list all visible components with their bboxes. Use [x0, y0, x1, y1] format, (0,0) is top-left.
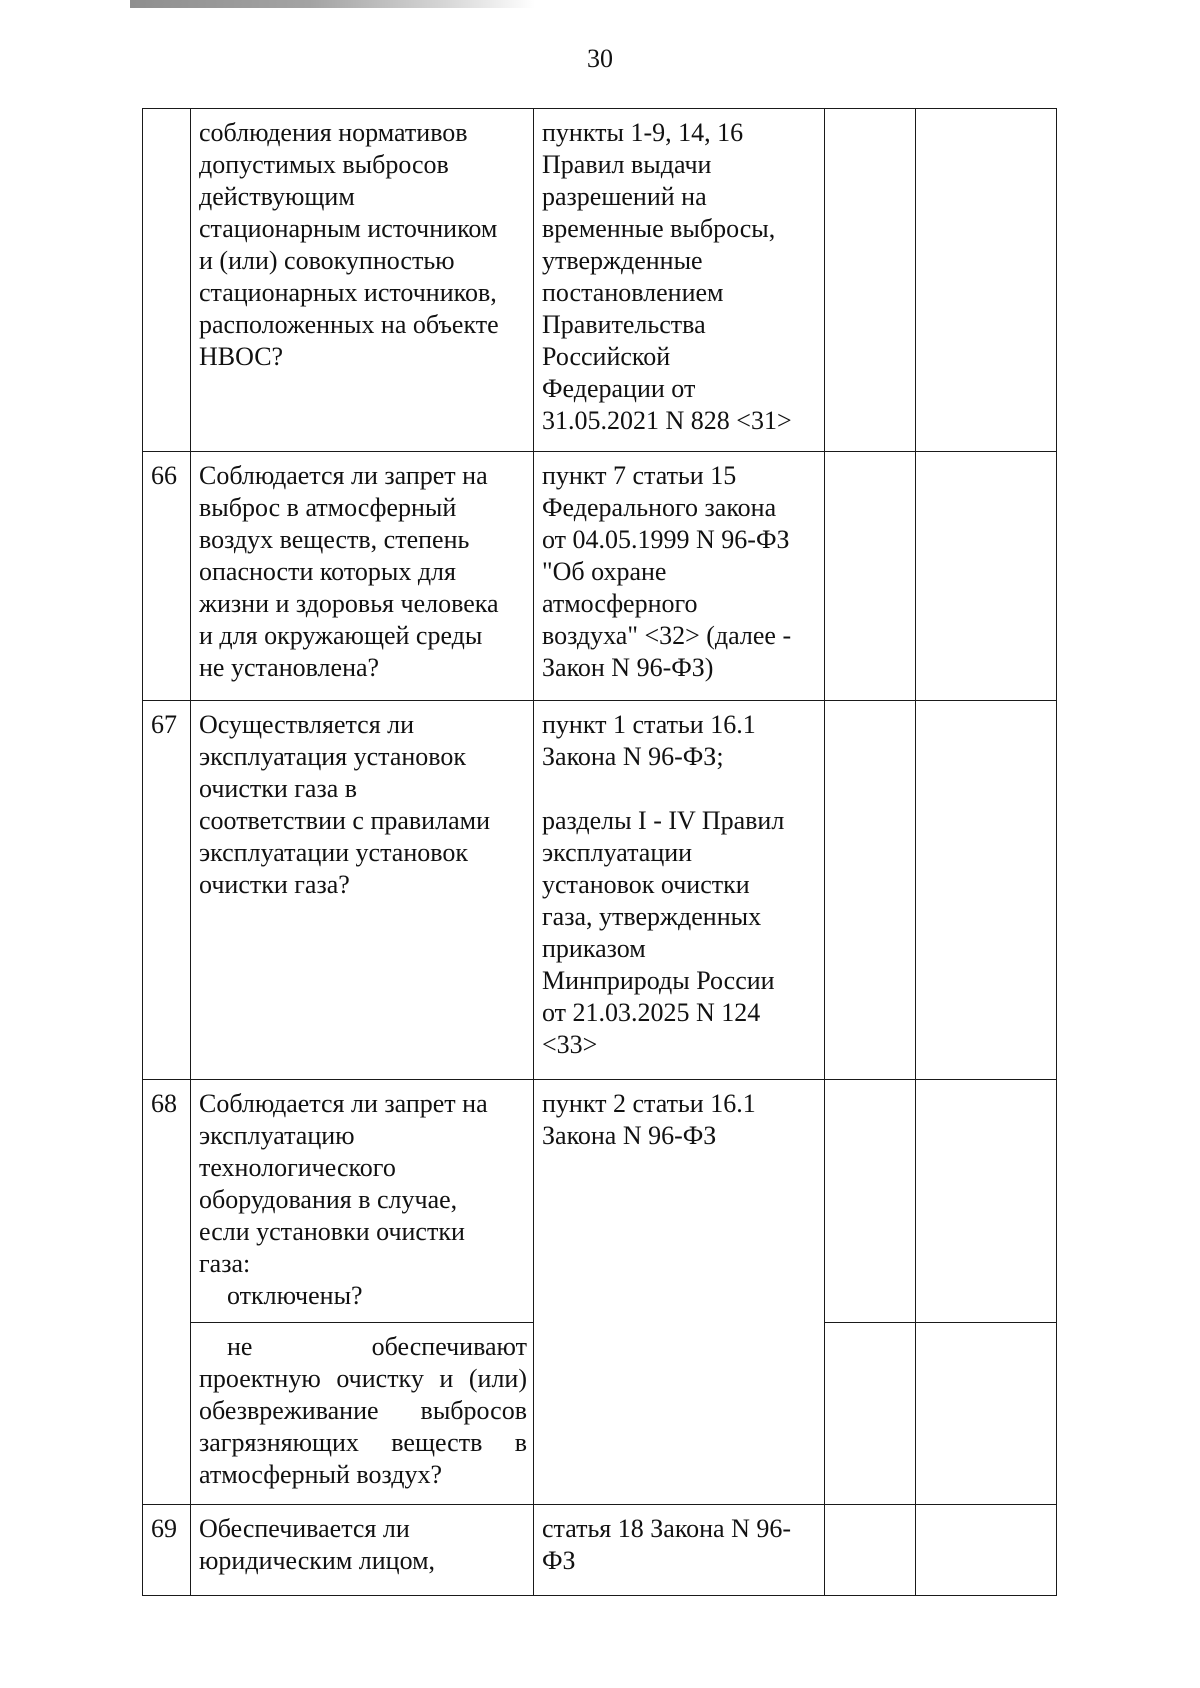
reference-line: разделы I - IV Правил — [542, 806, 785, 835]
question-sub-line: отключены? — [227, 1281, 363, 1310]
question-line: технологического — [199, 1153, 396, 1182]
reference-cell — [534, 701, 825, 1080]
question-line: Осуществляется ли — [199, 710, 415, 739]
question-line: эксплуатация установок — [199, 742, 467, 771]
question-line: оборудования в случае, — [199, 1185, 458, 1214]
reference-line: пункт 2 статьи 16.1 — [542, 1089, 756, 1118]
question-line: газа: — [199, 1249, 251, 1278]
sub-question-line: проектную очистку и (или) — [199, 1364, 527, 1393]
question-line: очистки газа в — [199, 774, 358, 803]
table-row — [143, 1505, 1057, 1596]
reference-line: приказом — [542, 934, 646, 963]
question-line: расположенных на объекте — [199, 310, 499, 339]
question-cell — [191, 701, 534, 1080]
reference-cell — [534, 109, 825, 452]
question-line: Обеспечивается ли — [199, 1514, 410, 1543]
reference-line: воздуха" <32> (далее - — [542, 621, 792, 650]
table-row — [143, 1080, 1057, 1323]
reference-line: Правительства — [542, 310, 706, 339]
note-cell — [916, 1323, 1057, 1505]
question-cell — [191, 452, 534, 701]
reference-line: Правил выдачи — [542, 150, 712, 179]
reference-cell — [534, 452, 825, 701]
sub-question-line: атмосферный воздух? — [199, 1460, 443, 1489]
answer-cell — [825, 701, 916, 1080]
row-number-cell: 69 — [143, 1505, 191, 1596]
reference-line: "Об охране — [542, 557, 667, 586]
reference-line: разрешений на — [542, 182, 707, 211]
question-line: НВОС? — [199, 342, 284, 371]
reference-line: пункт 1 статьи 16.1 — [542, 710, 756, 739]
sub-question-line: не обеспечивают — [227, 1332, 527, 1361]
reference-line: пункт 7 статьи 15 — [542, 461, 737, 490]
question-line: соблюдения нормативов — [199, 118, 468, 147]
question-line: опасности которых для — [199, 557, 456, 586]
reference-line: атмосферного — [542, 589, 698, 618]
answer-cell — [825, 109, 916, 452]
reference-line: ФЗ — [542, 1546, 576, 1575]
note-cell — [916, 109, 1057, 452]
reference-line: статья 18 Закона N 96- — [542, 1514, 792, 1543]
reference-line: 31.05.2021 N 828 <31> — [542, 406, 792, 435]
note-cell — [916, 701, 1057, 1080]
table-row — [143, 701, 1057, 1080]
question-line: эксплуатации установок — [199, 838, 468, 867]
question-line: не установлена? — [199, 653, 380, 682]
reference-cell — [534, 1080, 825, 1505]
question-cell — [191, 109, 534, 452]
answer-cell — [825, 1323, 916, 1505]
reference-line: постановлением — [542, 278, 724, 307]
question-line: и (или) совокупностью — [199, 246, 455, 275]
reference-line: от 21.03.2025 N 124 — [542, 998, 761, 1027]
reference-cell — [534, 1505, 825, 1596]
answer-cell — [825, 452, 916, 701]
row-number-cell: 68 — [143, 1080, 191, 1505]
note-cell — [916, 1080, 1057, 1323]
note-cell — [916, 452, 1057, 701]
reference-line: газа, утвержденных — [542, 902, 762, 931]
sub-question-line: обезвреживание выбросов — [199, 1396, 527, 1425]
note-cell — [916, 1505, 1057, 1596]
answer-cell — [825, 1505, 916, 1596]
reference-line: пункты 1-9, 14, 16 — [542, 118, 744, 147]
answer-cell — [825, 1080, 916, 1323]
reference-line: установок очистки — [542, 870, 750, 899]
reference-line: Российской — [542, 342, 671, 371]
question-line: и для окружающей среды — [199, 621, 483, 650]
page-number: 30 — [587, 44, 613, 73]
reference-line: Закона N 96-ФЗ; — [542, 742, 724, 771]
question-line: стационарным источником — [199, 214, 498, 243]
question-line: воздух веществ, степень — [199, 525, 470, 554]
reference-line: Закон N 96-ФЗ) — [542, 653, 714, 682]
row-number-cell: 67 — [143, 701, 191, 1080]
reference-line: Минприроды России — [542, 966, 775, 995]
row-number-cell: 66 — [143, 452, 191, 701]
reference-line: временные выбросы, — [542, 214, 776, 243]
question-line: юридическим лицом, — [199, 1546, 436, 1575]
question-line: стационарных источников, — [199, 278, 497, 307]
sub-question-cell — [191, 1323, 534, 1505]
sub-question-line: загрязняющих веществ в — [199, 1428, 527, 1457]
reference-line: <33> — [542, 1030, 598, 1059]
question-line: выброс в атмосферный — [199, 493, 457, 522]
reference-line: Закона N 96-ФЗ — [542, 1121, 717, 1150]
reference-line: от 04.05.1999 N 96-ФЗ — [542, 525, 790, 554]
table-row — [143, 452, 1057, 701]
question-cell — [191, 1505, 534, 1596]
question-line: очистки газа? — [199, 870, 350, 899]
scan-top-edge — [130, 0, 1030, 8]
question-line: если установки очистки — [199, 1217, 465, 1246]
reference-line: Федерации от — [542, 374, 696, 403]
question-line: допустимых выбросов — [199, 150, 449, 179]
question-line: Соблюдается ли запрет на — [199, 461, 488, 490]
question-line: эксплуатацию — [199, 1121, 355, 1150]
reference-line: Федерального закона — [542, 493, 777, 522]
question-line: соответствии с правилами — [199, 806, 490, 835]
paragraph-gap — [542, 773, 818, 805]
question-line: Соблюдается ли запрет на — [199, 1089, 488, 1118]
reference-line: эксплуатации — [542, 838, 693, 867]
reference-line: утвержденные — [542, 246, 703, 275]
question-line: действующим — [199, 182, 355, 211]
table-row-continued — [143, 109, 1057, 452]
row-number-cell — [143, 109, 191, 452]
question-line: жизни и здоровья человека — [199, 589, 499, 618]
question-cell — [191, 1080, 534, 1323]
checklist-table — [142, 108, 1057, 1596]
